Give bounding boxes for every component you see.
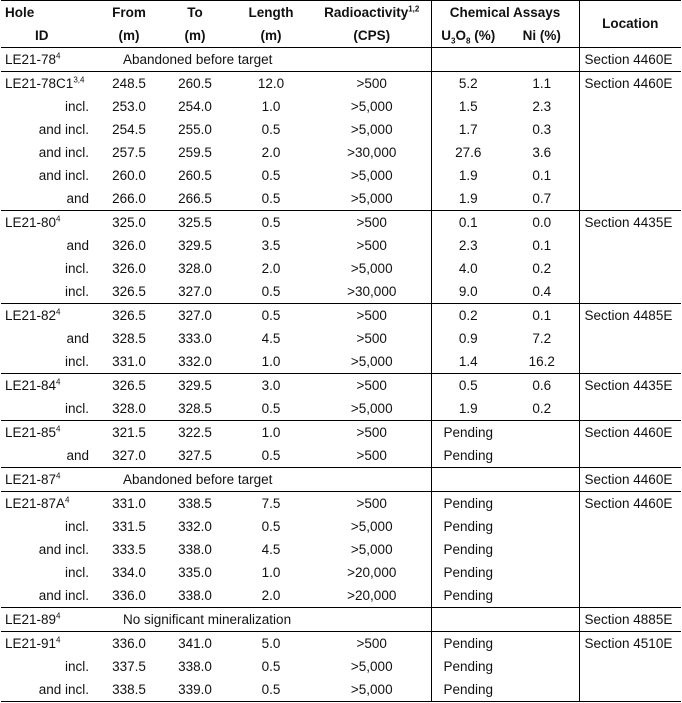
from-value: 336.0 (112, 588, 146, 603)
length-value: 12.0 (229, 72, 313, 96)
ni-value (505, 444, 579, 468)
header-to: To (161, 1, 229, 25)
to-value: 322.5 (161, 421, 229, 445)
to-value: 260.5 (161, 72, 229, 96)
row-note: No significant mineralization (97, 608, 431, 632)
location-value: Section 4885E (579, 608, 681, 632)
u3o8-value: Pending (443, 565, 494, 580)
interval-qualifier: incl. (64, 354, 89, 369)
hole-id: LE21-80 (5, 215, 57, 230)
radioactivity-value: >500 (313, 304, 431, 328)
interval-qualifier: incl. (64, 519, 89, 534)
length-value: 0.5 (229, 211, 313, 235)
interval-qualifier: and incl. (38, 542, 89, 557)
ni-value (505, 678, 579, 702)
from-value: 253.0 (112, 99, 146, 114)
ni-value (505, 655, 579, 678)
interval-qualifier: and incl. (38, 588, 89, 603)
table-row (1, 211, 681, 235)
location-value: Section 4460E (579, 492, 681, 608)
interval-qualifier: incl. (64, 284, 89, 299)
header-length-unit: (m) (229, 24, 313, 48)
from-value: 326.5 (112, 284, 146, 299)
u3o8-value: Pending (431, 678, 505, 702)
table-row (1, 421, 681, 445)
hole-id-footnote: 4 (56, 471, 61, 481)
radioactivity-value: >5,000 (313, 257, 431, 280)
hole-id: LE21-78 (5, 52, 57, 67)
table-row (1, 164, 681, 187)
to-value: 341.0 (161, 632, 229, 656)
header-from: From (97, 1, 161, 25)
interval-qualifier: and incl. (38, 122, 89, 137)
from-value: 328.0 (112, 401, 146, 416)
radioactivity-value: >500 (313, 492, 431, 516)
location-value: Section 4485E (579, 304, 681, 374)
from-value: 326.5 (97, 304, 161, 328)
table-row (1, 280, 681, 304)
location-value: Section 4510E (579, 632, 681, 702)
radioactivity-value: >500 (313, 72, 431, 96)
length-value: 0.5 (261, 401, 281, 416)
length-value: 4.5 (261, 331, 281, 346)
hole-id-cell (1, 608, 97, 632)
to-value: 325.5 (161, 211, 229, 235)
hole-id-cell (1, 48, 97, 72)
from-value: 254.5 (112, 122, 146, 137)
from-value: 325.0 (97, 211, 161, 235)
ni-value: 0.0 (505, 211, 579, 235)
u3o8-value: 1.9 (458, 168, 478, 183)
hole-id-cell (1, 211, 97, 235)
table-row (1, 187, 681, 211)
table-row (1, 444, 681, 468)
u3o8-value: 0.2 (431, 304, 505, 328)
length-value: 2.0 (261, 145, 281, 160)
to-value: 338.0 (178, 542, 212, 557)
u3o8-value: Pending (443, 519, 494, 534)
to-value: 260.5 (178, 168, 212, 183)
radioactivity-value: >500 (313, 327, 431, 350)
interval-qualifier: and incl. (38, 168, 89, 183)
interval-qualifier: and incl. (38, 145, 89, 160)
u3o8-value (431, 48, 505, 72)
from-value: 333.5 (112, 542, 146, 557)
ni-value: 0.7 (505, 187, 579, 211)
drill-results-table (1, 0, 681, 702)
header-length: Length (229, 1, 313, 25)
interval-qualifier: incl. (64, 261, 89, 276)
table-row (1, 397, 681, 421)
length-value: 0.5 (261, 168, 281, 183)
u3o8-value (431, 608, 505, 632)
length-value: 3.0 (229, 374, 313, 398)
header-radioactivity-unit: (CPS) (313, 24, 431, 48)
hole-id-footnote: 4 (56, 424, 61, 434)
radioactivity-value: >500 (313, 211, 431, 235)
radioactivity-value: >500 (313, 632, 431, 656)
to-value: 266.5 (178, 191, 212, 206)
table-row (1, 655, 681, 678)
length-value: 0.5 (261, 284, 281, 299)
u3o8-value: 4.0 (458, 261, 478, 276)
u3o8-value: Pending (443, 588, 494, 603)
u3o8-value: 0.9 (458, 331, 478, 346)
hole-id: LE21-84 (5, 378, 57, 393)
hole-id: LE21-82 (5, 308, 57, 323)
to-value: 328.0 (178, 261, 212, 276)
ni-value: 1.1 (505, 72, 579, 96)
to-value: 327.0 (178, 284, 212, 299)
table-row (1, 257, 681, 280)
ni-value (505, 515, 579, 538)
table-row (1, 95, 681, 118)
from-value: 260.0 (112, 168, 146, 183)
ni-value (505, 468, 579, 492)
hole-id-cell (1, 374, 97, 398)
u3o8-value (431, 468, 505, 492)
interval-qualifier: and (66, 448, 89, 463)
radioactivity-value: >500 (313, 374, 431, 398)
u3o8-value: 9.0 (458, 284, 478, 299)
ni-value (505, 561, 579, 584)
ni-value (505, 584, 579, 608)
interval-qualifier: incl. (64, 659, 89, 674)
ni-value: 0.3 (505, 118, 579, 141)
hole-id-cell (1, 72, 97, 96)
hole-id-footnote: 4 (56, 635, 61, 645)
radioactivity-value: >5,000 (313, 515, 431, 538)
table-row (1, 584, 681, 608)
interval-qualifier: and (66, 238, 89, 253)
hole-id: LE21-87 (5, 472, 57, 487)
length-value: 0.5 (261, 519, 281, 534)
hole-id-footnote: 4 (56, 611, 61, 621)
table-row (1, 538, 681, 561)
table-row (1, 515, 681, 538)
length-value: 0.5 (261, 191, 281, 206)
to-value: 333.0 (178, 331, 212, 346)
u3o8-value: 0.5 (431, 374, 505, 398)
interval-qualifier: incl. (64, 565, 89, 580)
location-value: Section 4435E (579, 374, 681, 421)
to-value: 327.0 (161, 304, 229, 328)
length-value: 7.5 (229, 492, 313, 516)
u3o8-value: 1.4 (458, 354, 478, 369)
table-row (1, 48, 681, 72)
ni-value: 16.2 (505, 350, 579, 374)
table-row (1, 72, 681, 96)
table-row (1, 468, 681, 492)
header-ni: Ni (%) (505, 24, 579, 48)
ni-value: 0.4 (505, 280, 579, 304)
length-value: 3.5 (261, 238, 281, 253)
from-value: 331.0 (112, 354, 146, 369)
table-row (1, 608, 681, 632)
to-value: 328.5 (178, 401, 212, 416)
hole-id: LE21-78C1 (5, 76, 74, 91)
u3o8-value: 0.1 (431, 211, 505, 235)
length-value: 0.5 (229, 304, 313, 328)
hole-id-footnote: 4 (65, 495, 70, 505)
header-chemical-assays: Chemical Assays (431, 1, 579, 25)
table-row (1, 304, 681, 328)
ni-value (505, 632, 579, 656)
to-value: 338.0 (178, 588, 212, 603)
u3o8-value: Pending (431, 632, 505, 656)
from-value: 257.5 (112, 145, 146, 160)
length-value: 0.5 (261, 122, 281, 137)
radioactivity-value: >5,000 (313, 187, 431, 211)
interval-qualifier: and (66, 331, 89, 346)
ni-value: 0.6 (505, 374, 579, 398)
location-value: Section 4460E (579, 48, 681, 72)
location-value: Section 4460E (579, 468, 681, 492)
u3o8-value: 1.7 (458, 122, 478, 137)
hole-id: LE21-89 (5, 612, 57, 627)
hole-id-footnote: 4 (56, 214, 61, 224)
radioactivity-value: >5,000 (313, 397, 431, 421)
header-to-unit: (m) (161, 24, 229, 48)
to-value: 329.5 (161, 374, 229, 398)
ni-value (505, 492, 579, 516)
hole-id-footnote: 4 (56, 377, 61, 387)
ni-value (505, 421, 579, 445)
header-u3o8: $U_3O_8$ (%) (431, 24, 505, 48)
u3o8-value: Pending (431, 492, 505, 516)
radioactivity-value: >5,000 (313, 655, 431, 678)
ni-value (505, 538, 579, 561)
header-row-2 (1, 24, 681, 48)
hole-id-footnote: 4 (56, 307, 61, 317)
hole-id: LE21-85 (5, 425, 57, 440)
header-row-1 (1, 1, 681, 25)
interval-qualifier: incl. (64, 99, 89, 114)
radioactivity-value: >20,000 (313, 584, 431, 608)
ni-value: 0.1 (505, 304, 579, 328)
u3o8-value: 2.3 (458, 238, 478, 253)
radioactivity-value: >5,000 (313, 538, 431, 561)
header-hole-id-sub: ID (1, 24, 97, 48)
from-value: 326.0 (112, 238, 146, 253)
ni-value: 7.2 (505, 327, 579, 350)
to-value: 329.5 (178, 238, 212, 253)
u3o8-value: 1.9 (458, 191, 478, 206)
u3o8-value: 1.9 (458, 401, 478, 416)
u3o8-value: Pending (443, 542, 494, 557)
location-value: Section 4460E (579, 72, 681, 211)
interval-qualifier: and (66, 191, 89, 206)
hole-id: LE21-91 (5, 636, 57, 651)
radioactivity-value: >5,000 (313, 118, 431, 141)
table-row (1, 141, 681, 164)
from-value: 248.5 (97, 72, 161, 96)
to-value: 255.0 (178, 122, 212, 137)
table-row (1, 350, 681, 374)
u3o8-value: 5.2 (431, 72, 505, 96)
to-value: 254.0 (178, 99, 212, 114)
to-value: 335.0 (178, 565, 212, 580)
to-value: 327.5 (178, 448, 212, 463)
radioactivity-value: >5,000 (313, 95, 431, 118)
hole-id: LE21-87A (5, 496, 66, 511)
length-value: 1.0 (261, 99, 281, 114)
u3o8-value: 1.5 (458, 99, 478, 114)
u3o8-value: 27.6 (455, 145, 482, 160)
to-value: 338.5 (161, 492, 229, 516)
hole-id-cell (1, 468, 97, 492)
to-value: 259.5 (178, 145, 212, 160)
interval-qualifier: incl. (64, 401, 89, 416)
ni-value: 0.2 (505, 257, 579, 280)
to-value: 339.0 (161, 678, 229, 702)
table-row (1, 234, 681, 257)
from-value: 336.0 (97, 632, 161, 656)
length-value: 0.5 (261, 448, 281, 463)
header-location: Location (579, 1, 681, 48)
radioactivity-value: >500 (313, 421, 431, 445)
u3o8-value: Pending (443, 659, 494, 674)
length-value: 2.0 (261, 588, 281, 603)
radioactivity-value: >500 (313, 234, 431, 257)
ni-value (505, 48, 579, 72)
u3o8-value: Pending (431, 421, 505, 445)
length-value: 0.5 (229, 678, 313, 702)
length-value: 4.5 (261, 542, 281, 557)
table-row (1, 118, 681, 141)
ni-value: 0.2 (505, 397, 579, 421)
length-value: 1.0 (229, 421, 313, 445)
from-value: 338.5 (97, 678, 161, 702)
hole-id-footnote: 4 (56, 51, 61, 61)
header-hole-id: Hole (1, 1, 97, 25)
u3o8-value: Pending (443, 448, 494, 463)
hole-id-footnote: 3,4 (73, 75, 85, 85)
header-radioactivity: Radioactivity$^{1,2}$ (313, 1, 431, 25)
from-value: 334.0 (112, 565, 146, 580)
length-value: 2.0 (261, 261, 281, 276)
from-value: 328.5 (112, 331, 146, 346)
table-row (1, 327, 681, 350)
table-body (1, 48, 681, 702)
table-row (1, 492, 681, 516)
radioactivity-value: >500 (313, 444, 431, 468)
ni-value: 0.1 (505, 164, 579, 187)
from-value: 327.0 (112, 448, 146, 463)
ni-value (505, 608, 579, 632)
to-value: 332.0 (178, 519, 212, 534)
length-value: 1.0 (261, 565, 281, 580)
row-note: Abandoned before target (97, 468, 431, 492)
header-from-unit: (m) (97, 24, 161, 48)
from-value: 326.5 (97, 374, 161, 398)
from-value: 331.5 (112, 519, 146, 534)
radioactivity-value: >5,000 (313, 350, 431, 374)
location-value: Section 4435E (579, 211, 681, 304)
to-value: 332.0 (178, 354, 212, 369)
from-value: 331.0 (97, 492, 161, 516)
radioactivity-value: >5,000 (313, 164, 431, 187)
hole-id-cell (1, 492, 97, 516)
hole-id-cell (1, 421, 97, 445)
length-value: 5.0 (229, 632, 313, 656)
interval-qualifier: and incl. (1, 678, 97, 702)
radioactivity-value: >5,000 (313, 678, 431, 702)
from-value: 326.0 (112, 261, 146, 276)
row-note: Abandoned before target (97, 48, 431, 72)
radioactivity-value: >30,000 (313, 141, 431, 164)
ni-value: 3.6 (505, 141, 579, 164)
to-value: 338.0 (178, 659, 212, 674)
location-value: Section 4460E (579, 421, 681, 468)
radioactivity-value: >20,000 (313, 561, 431, 584)
length-value: 1.0 (261, 354, 281, 369)
length-value: 0.5 (261, 659, 281, 674)
hole-id-cell (1, 632, 97, 656)
from-value: 266.0 (112, 191, 146, 206)
ni-value: 0.1 (505, 234, 579, 257)
table-row (1, 374, 681, 398)
from-value: 337.5 (112, 659, 146, 674)
table-row (1, 678, 681, 702)
ni-value: 2.3 (505, 95, 579, 118)
radioactivity-value: >30,000 (313, 280, 431, 304)
table-row (1, 632, 681, 656)
hole-id-cell (1, 304, 97, 328)
table-row (1, 561, 681, 584)
from-value: 321.5 (97, 421, 161, 445)
